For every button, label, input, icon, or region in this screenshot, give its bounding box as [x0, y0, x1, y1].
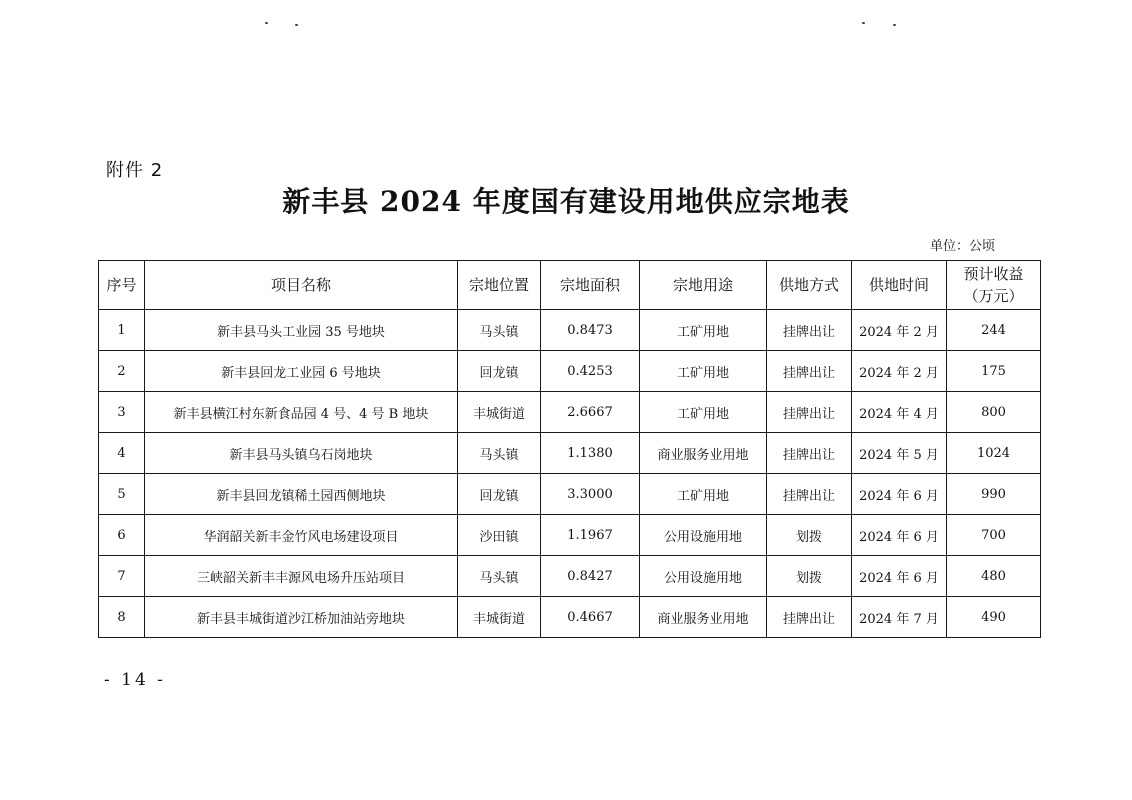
cell-location: 马头镇 [458, 556, 541, 597]
cell-revenue: 800 [947, 392, 1041, 433]
cell-land-use: 工矿用地 [640, 310, 767, 351]
cell-seq: 7 [99, 556, 145, 597]
cell-supply-method: 挂牌出让 [767, 392, 852, 433]
cell-land-use: 商业服务业用地 [640, 597, 767, 638]
cell-land-use: 工矿用地 [640, 474, 767, 515]
header-revenue-line2: （万元） [963, 287, 1024, 305]
cell-revenue: 1024 [947, 433, 1041, 474]
cell-area: 0.4667 [541, 597, 640, 638]
cell-area: 1.1967 [541, 515, 640, 556]
cell-supply-time: 2024 年 6 月 [852, 474, 947, 515]
cell-project-name: 三峡韶关新丰丰源风电场升压站项目 [145, 556, 458, 597]
cell-location: 马头镇 [458, 310, 541, 351]
cell-land-use: 商业服务业用地 [640, 433, 767, 474]
cell-project-name: 新丰县横江村东新食品园 4 号、4 号 B 地块 [145, 392, 458, 433]
cell-land-use: 公用设施用地 [640, 556, 767, 597]
cell-seq: 2 [99, 351, 145, 392]
cell-area: 2.6667 [541, 392, 640, 433]
attachment-label: 附件 2 [106, 160, 164, 181]
cell-supply-time: 2024 年 2 月 [852, 310, 947, 351]
cell-location: 丰城街道 [458, 597, 541, 638]
cell-supply-method: 划拨 [767, 515, 852, 556]
cell-project-name: 新丰县马头镇乌石岗地块 [145, 433, 458, 474]
cell-supply-method: 挂牌出让 [767, 597, 852, 638]
cell-supply-time: 2024 年 2 月 [852, 351, 947, 392]
unit-label: 单位：公顷 [930, 239, 996, 254]
cell-supply-time: 2024 年 6 月 [852, 515, 947, 556]
cell-area: 1.1380 [541, 433, 640, 474]
cell-revenue: 700 [947, 515, 1041, 556]
header-land-use: 宗地用途 [640, 261, 767, 310]
cell-revenue: 175 [947, 351, 1041, 392]
scan-speck [893, 24, 896, 26]
cell-supply-method: 挂牌出让 [767, 310, 852, 351]
cell-project-name: 华润韶关新丰金竹风电场建设项目 [145, 515, 458, 556]
land-supply-table [98, 260, 1041, 638]
cell-land-use: 工矿用地 [640, 392, 767, 433]
cell-project-name: 新丰县回龙镇稀土园西侧地块 [145, 474, 458, 515]
cell-seq: 8 [99, 597, 145, 638]
cell-revenue: 480 [947, 556, 1041, 597]
cell-location: 沙田镇 [458, 515, 541, 556]
cell-revenue: 244 [947, 310, 1041, 351]
table-row [99, 351, 1041, 392]
cell-area: 3.3000 [541, 474, 640, 515]
header-seq: 序号 [99, 261, 145, 310]
scan-speck [295, 24, 298, 26]
document-title: 新丰县 2024 年度国有建设用地供应宗地表 [282, 185, 850, 218]
table-row [99, 310, 1041, 351]
cell-seq: 3 [99, 392, 145, 433]
cell-revenue: 490 [947, 597, 1041, 638]
cell-supply-method: 划拨 [767, 556, 852, 597]
cell-supply-method: 挂牌出让 [767, 433, 852, 474]
cell-project-name: 新丰县回龙工业园 6 号地块 [145, 351, 458, 392]
cell-supply-time: 2024 年 7 月 [852, 597, 947, 638]
cell-location: 马头镇 [458, 433, 541, 474]
cell-revenue: 990 [947, 474, 1041, 515]
cell-supply-method: 挂牌出让 [767, 351, 852, 392]
cell-project-name: 新丰县马头工业园 35 号地块 [145, 310, 458, 351]
table-row [99, 556, 1041, 597]
cell-location: 回龙镇 [458, 351, 541, 392]
cell-seq: 6 [99, 515, 145, 556]
cell-seq: 5 [99, 474, 145, 515]
cell-location: 丰城街道 [458, 392, 541, 433]
cell-seq: 4 [99, 433, 145, 474]
scan-speck [265, 22, 268, 24]
cell-land-use: 公用设施用地 [640, 515, 767, 556]
header-supply-time: 供地时间 [852, 261, 947, 310]
page-number: - 14 - [104, 670, 166, 690]
table-row [99, 515, 1041, 556]
table-header-row [99, 261, 1041, 310]
cell-area: 0.8473 [541, 310, 640, 351]
cell-area: 0.4253 [541, 351, 640, 392]
cell-supply-time: 2024 年 5 月 [852, 433, 947, 474]
header-supply-method: 供地方式 [767, 261, 852, 310]
cell-supply-time: 2024 年 4 月 [852, 392, 947, 433]
cell-location: 回龙镇 [458, 474, 541, 515]
header-area: 宗地面积 [541, 261, 640, 310]
table-row [99, 474, 1041, 515]
cell-supply-method: 挂牌出让 [767, 474, 852, 515]
header-location: 宗地位置 [458, 261, 541, 310]
table-row [99, 433, 1041, 474]
table-row [99, 392, 1041, 433]
header-revenue-line1: 预计收益 [963, 265, 1024, 283]
cell-land-use: 工矿用地 [640, 351, 767, 392]
cell-seq: 1 [99, 310, 145, 351]
table-row [99, 597, 1041, 638]
cell-supply-time: 2024 年 6 月 [852, 556, 947, 597]
cell-area: 0.8427 [541, 556, 640, 597]
scan-speck [862, 22, 865, 24]
cell-project-name: 新丰县丰城街道沙江桥加油站旁地块 [145, 597, 458, 638]
header-revenue [947, 261, 1041, 310]
header-project-name: 项目名称 [145, 261, 458, 310]
